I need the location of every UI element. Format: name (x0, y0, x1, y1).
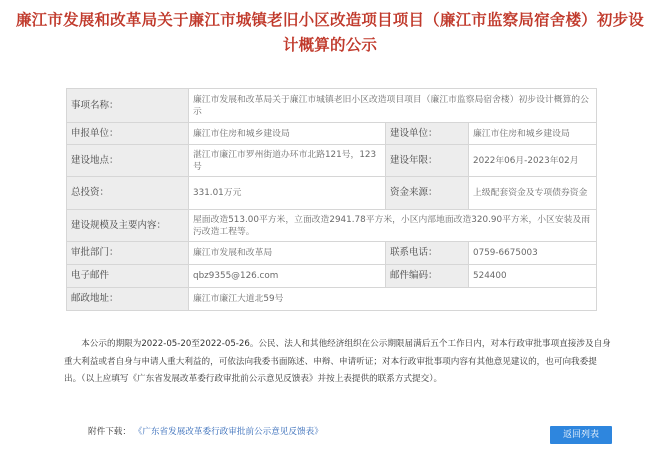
email-value: qbz9355@126.com (189, 265, 386, 288)
applicant-label: 申报单位： (67, 123, 189, 145)
scale-value: 屋面改造513.00平方米，立面改造2941.78平方米，小区内部地面改造320.90平方米，小区安装及雨污改造工程等。 (189, 210, 597, 242)
postcode-label: 邮件编码： (386, 265, 469, 288)
attachment-row (88, 425, 323, 437)
approver-label: 审批部门： (67, 242, 189, 265)
table-row (67, 288, 597, 311)
table-row (67, 123, 597, 145)
back-to-list-button[interactable]: 返回列表 (550, 426, 612, 444)
project-name-value: 廉江市发展和改革局关于廉江市城镇老旧小区改造项目项目（廉江市监察局宿舍楼）初步设计概算的公示 (189, 89, 597, 123)
location-value: 湛江市廉江市罗州街道办环市北路121号，123号 (189, 145, 386, 177)
attachment-label: 附件下载： (88, 427, 131, 437)
location-label: 建设地点： (67, 145, 189, 177)
table-row (67, 89, 597, 123)
period-value: 2022年06月-2023年02月 (469, 145, 597, 177)
address-value: 廉江市廉江大道北59号 (189, 288, 597, 311)
table-row (67, 210, 597, 242)
funding-label: 资金来源： (386, 177, 469, 210)
table-row (67, 145, 597, 177)
phone-value: 0759-6675003 (469, 242, 597, 265)
address-label: 邮政地址： (67, 288, 189, 311)
notice-paragraph (64, 336, 614, 389)
builder-value: 廉江市住房和城乡建设局 (469, 123, 597, 145)
email-label: 电子邮件 (67, 265, 189, 288)
investment-label: 总投资： (67, 177, 189, 210)
table-row (67, 242, 597, 265)
page-title: 廉江市发展和改革局关于廉江市城镇老旧小区改造项目项目（廉江市监察局宿舍楼）初步设计概算的公示 (15, 11, 644, 54)
table-row (67, 177, 597, 210)
approver-value: 廉江市发展和改革局 (189, 242, 386, 265)
table-row (67, 265, 597, 288)
postcode-value: 524400 (469, 265, 597, 288)
project-info-table (66, 88, 597, 311)
phone-label: 联系电话： (386, 242, 469, 265)
funding-value: 上级配套资金及专项债券资金 (469, 177, 597, 210)
applicant-value: 廉江市住房和城乡建设局 (189, 123, 386, 145)
notice-text: 本公示的期限为2022-05-20至2022-05-26。公民、法人和其他经济组织在公示期限届满后五个工作日内，对本行政审批事项直接涉及自身重大利益或者自身与申请人重大利益的，可依法向我委书面陈述、申辩、申请听证；对本行政审批事项内容有其他意见建议的，也可向我委提出。（以上应填写《广东省发展改革委行政审批前公示意见反馈表》并按上表提供的联系方式提交）。 (64, 339, 611, 384)
feedback-form-link[interactable]: 《广东省发展改革委行政审批前公示意见反馈表》 (133, 427, 323, 437)
builder-label: 建设单位： (386, 123, 469, 145)
scale-label: 建设规模及主要内容： (67, 210, 189, 242)
period-label: 建设年限： (386, 145, 469, 177)
investment-value: 331.01万元 (189, 177, 386, 210)
project-name-label: 事项名称： (67, 89, 189, 123)
